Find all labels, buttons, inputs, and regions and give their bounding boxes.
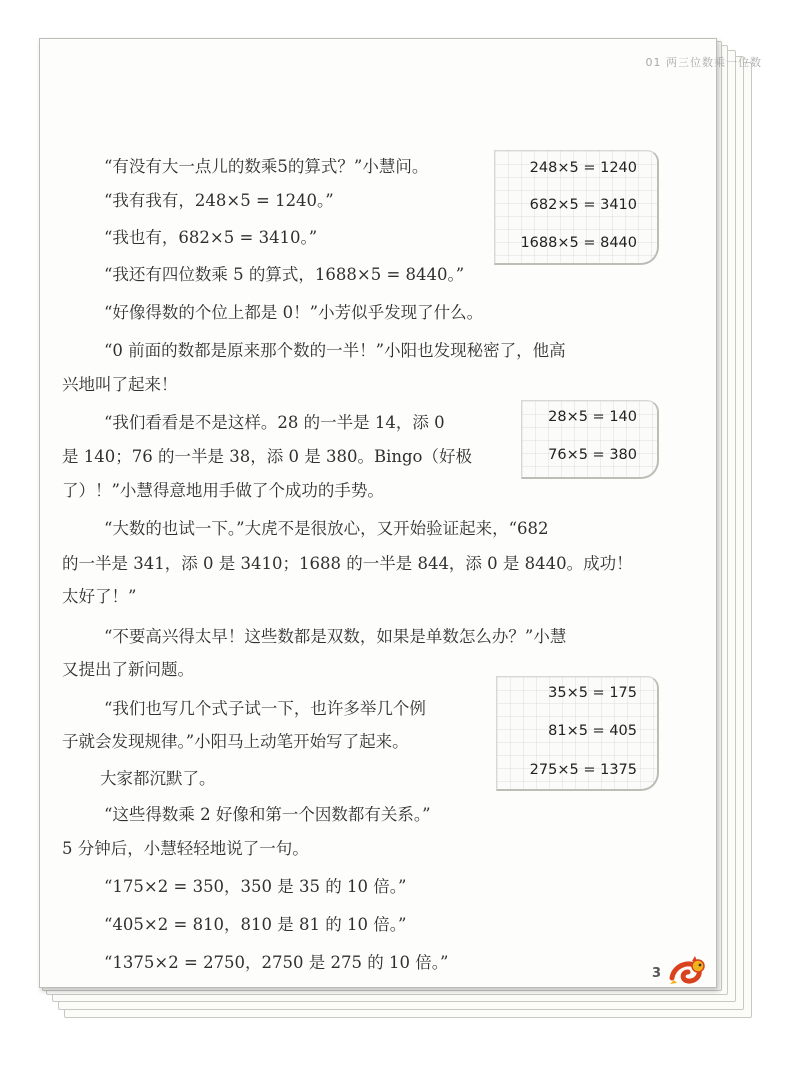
equation: 28×5 = 140 <box>548 409 637 425</box>
equation: 1688×5 = 8440 <box>520 235 637 251</box>
body-line: 子就会发现规律。”小阳马上动笔开始写了起来。 <box>62 732 409 751</box>
equation: 76×5 = 380 <box>548 447 637 463</box>
body-line: 5 分钟后，小慧轻轻地说了一句。 <box>62 839 309 858</box>
body-line: 了）！”小慧得意地用手做了个成功的手势。 <box>62 481 384 500</box>
body-line: “我们也写几个式子试一下，也许多举几个例 <box>104 699 426 718</box>
dragon-mascot-icon <box>668 954 708 992</box>
body-line: 大家都沉默了。 <box>100 769 216 788</box>
body-line: “有没有大一点儿的数乘5的算式？”小慧问。 <box>104 157 429 176</box>
body-line: “我们看看是不是这样。28 的一半是 14，添 0 <box>104 413 445 432</box>
body-line: 兴地叫了起来！ <box>62 375 178 394</box>
equation: 275×5 = 1375 <box>529 762 637 778</box>
body-line: 是 140；76 的一半是 38，添 0 是 380。Bingo（好极 <box>62 447 472 466</box>
body-line: “1375×2 = 2750，2750 是 275 的 10 倍。” <box>104 953 449 972</box>
body-line: “这些得数乘 2 好像和第一个因数都有关系。” <box>104 805 431 824</box>
running-head: 01 两三位数乘一位数 <box>645 56 762 69</box>
equation: 35×5 = 175 <box>548 685 637 701</box>
equation: 682×5 = 3410 <box>529 197 637 213</box>
body-line: “我还有四位数乘 5 的算式，1688×5 = 8440。” <box>104 265 465 284</box>
body-line: “不要高兴得太早！这些数都是双数，如果是单数怎么办？”小慧 <box>104 627 567 646</box>
equation: 248×5 = 1240 <box>529 160 637 176</box>
body-line: 的一半是 341，添 0 是 3410；1688 的一半是 844，添 0 是 8440。成功！ <box>62 554 633 573</box>
body-line: “175×2 = 350，350 是 35 的 10 倍。” <box>104 877 407 896</box>
page-number: 3 <box>652 966 662 981</box>
body-line: “我也有，682×5 = 3410。” <box>104 228 318 247</box>
body-line: “405×2 = 810，810 是 81 的 10 倍。” <box>104 915 407 934</box>
body-line: “大数的也试一下。”大虎不是很放心，又开始验证起来，“682 <box>104 519 549 538</box>
body-line: 又提出了新问题。 <box>62 660 194 679</box>
equation: 81×5 = 405 <box>548 723 637 739</box>
body-line: “0 前面的数都是原来那个数的一半！”小阳也发现秘密了，他高 <box>104 341 566 360</box>
body-line: “我有我有，248×5 = 1240。” <box>104 191 334 210</box>
body-line: 太好了！” <box>62 587 137 606</box>
body-line: “好像得数的个位上都是 0！”小芳似乎发现了什么。 <box>104 303 484 322</box>
